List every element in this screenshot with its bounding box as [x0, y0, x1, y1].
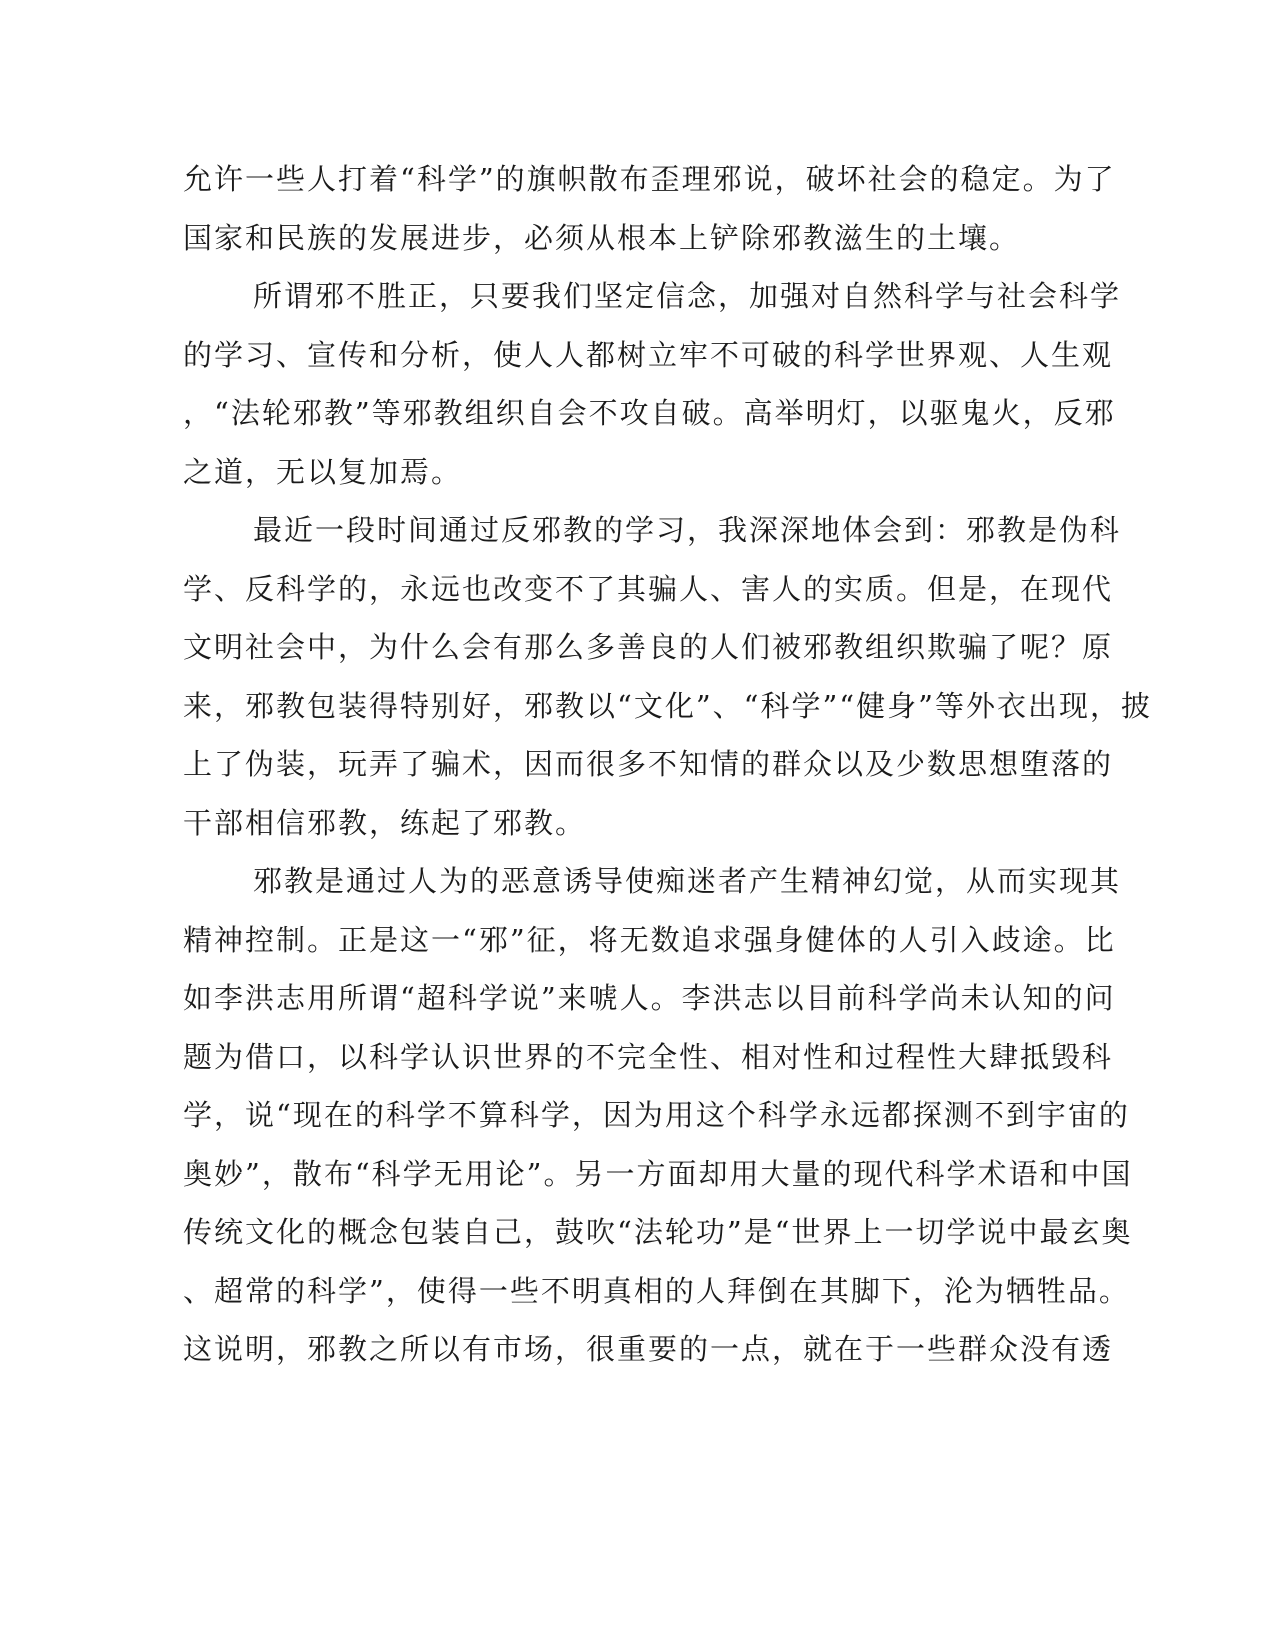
text-line: ，“法轮邪教”等邪教组织自会不攻自破。高举明灯，以驱鬼火，反邪: [183, 396, 1116, 430]
text-line: 之道，无以复加焉。: [183, 454, 463, 489]
text-line: 、超常的科学”，使得一些不明真相的人拜倒在其脚下，沦为牺牲品。: [183, 1273, 1130, 1308]
text-line: 题为借口，以科学认识世界的不完全性、相对性和过程性大肆抵毁科: [183, 1039, 1114, 1074]
paragraph: [183, 150, 1116, 267]
body-text: [183, 150, 1152, 1379]
text-line: 传统文化的概念包装自己，鼓吹“法轮功”是“世界上一切学说中最玄奥: [183, 1215, 1133, 1249]
text-line: 文明社会中，为什么会有那么多善良的人们被邪教组织欺骗了呢？原: [183, 630, 1114, 664]
text-line: 精神控制。正是这一“邪”征，将无数追求强身健体的人引入歧途。比: [183, 922, 1116, 957]
paragraph: [183, 501, 1152, 852]
paragraph: [183, 852, 1133, 1379]
text-line: 上了伪装，玩弄了骗术，因而很多不知情的群众以及少数思想堕落的: [183, 747, 1114, 781]
text-line: 邪教是通过人为的恶意诱导使痴迷者产生精神幻觉，从而实现其: [253, 864, 1122, 898]
text-line: 干部相信邪教，练起了邪教。: [183, 805, 587, 840]
text-line: 如李洪志用所谓“超科学说”来唬人。李洪志以目前科学尚未认知的问: [183, 981, 1116, 1015]
paragraph: [183, 267, 1122, 501]
text-line: 所谓邪不胜正，只要我们坚定信念，加强对自然科学与社会科学: [253, 279, 1122, 313]
text-line: 最近一段时间通过反邪教的学习，我深深地体会到：邪教是伪科: [253, 513, 1122, 547]
text-line: 国家和民族的发展进步，必须从根本上铲除邪教滋生的土壤。: [183, 220, 1021, 255]
text-line: 的学习、宣传和分析，使人人都树立牢不可破的科学世界观、人生观: [183, 337, 1114, 372]
text-line: 来，邪教包装得特别好，邪教以“文化”、“科学”“健身”等外衣出现，披: [183, 688, 1152, 723]
text-line: 学、反科学的，永远也改变不了其骗人、害人的实质。但是，在现代: [183, 571, 1114, 606]
text-line: 学，说“现在的科学不算科学，因为用这个科学永远都探测不到宇宙的: [183, 1098, 1130, 1132]
text-line: 奥妙”，散布“科学无用论”。另一方面却用大量的现代科学术语和中国: [183, 1156, 1133, 1191]
text-line: 这说明，邪教之所以有市场，很重要的一点，就在于一些群众没有透: [183, 1332, 1114, 1366]
text-line: 允许一些人打着“科学”的旗帜散布歪理邪说，破坏社会的稳定。为了: [183, 162, 1116, 196]
